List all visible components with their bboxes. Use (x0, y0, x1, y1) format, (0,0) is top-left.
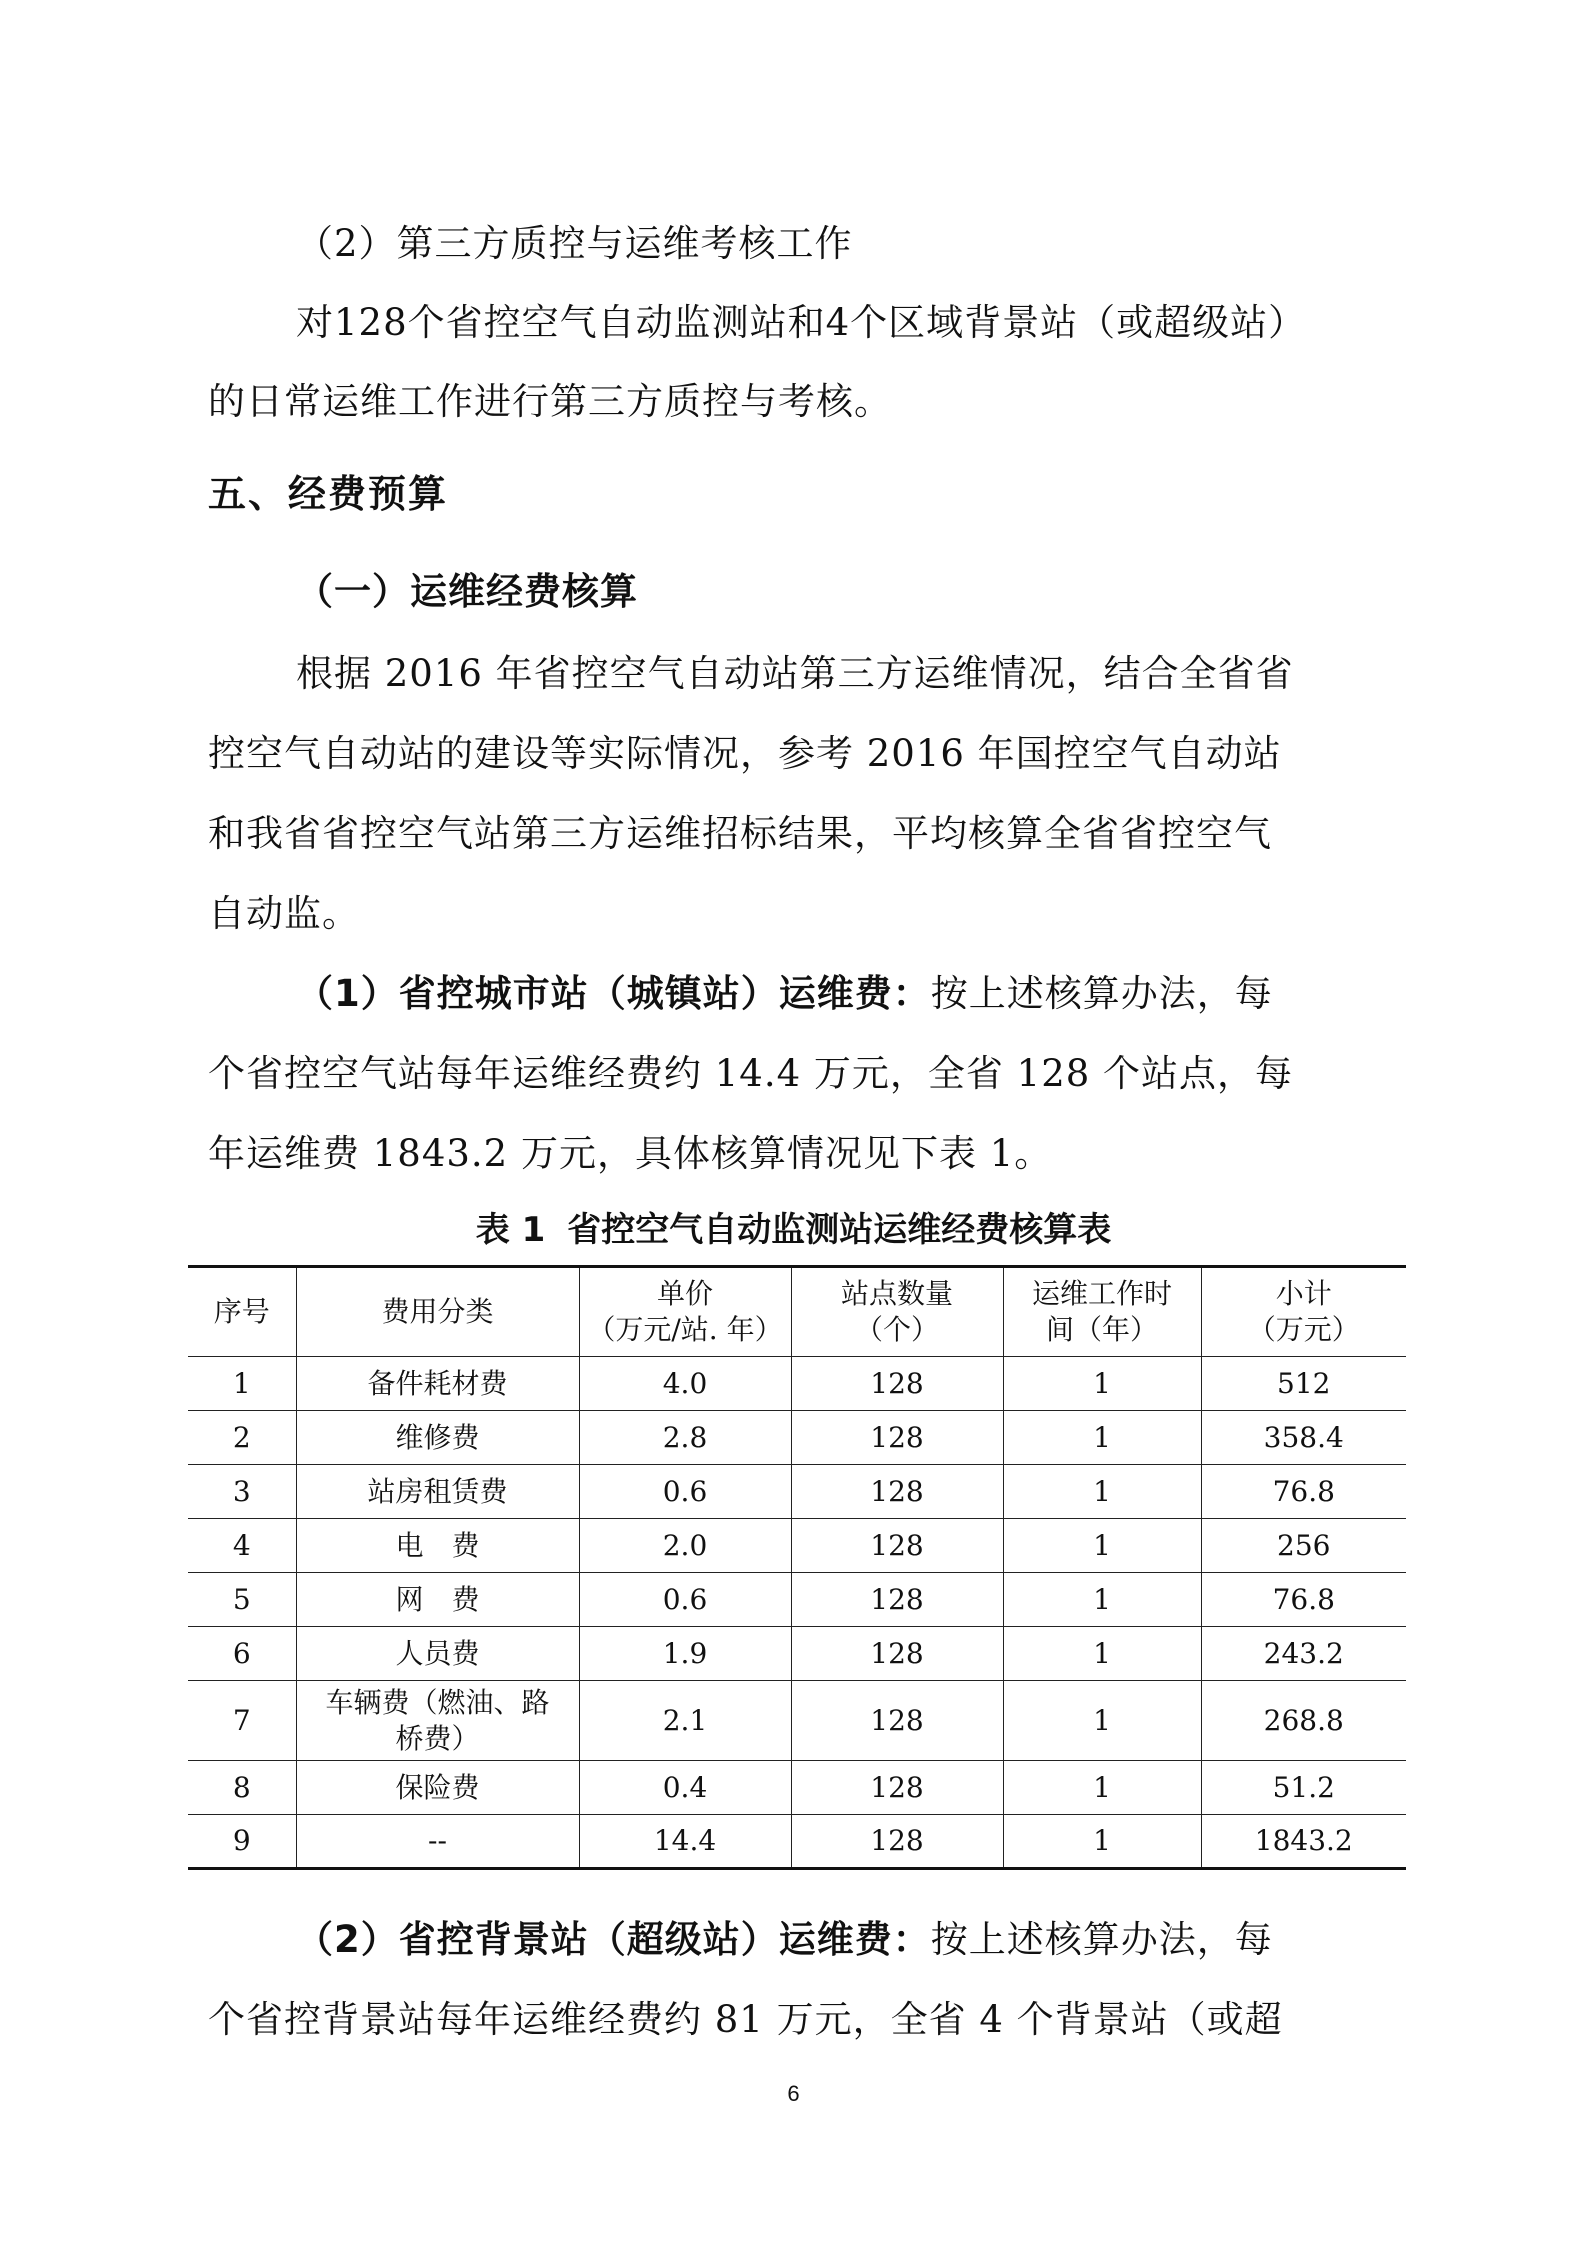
cell-years: 1 (1003, 1627, 1201, 1681)
cell-category: 备件耗材费 (296, 1357, 579, 1411)
section-heading-budget: 五、经费预算 (208, 472, 449, 516)
cell-no: 2 (188, 1411, 296, 1465)
paragraph-lead-bold: （2）省控背景站（超级站）运维费： (296, 1918, 931, 1961)
cell-years: 1 (1003, 1761, 1201, 1815)
paragraph-lead-rest: 按上述核算办法，每 (930, 1918, 1273, 1961)
cell-unit-price: 0.4 (579, 1761, 791, 1815)
cell-subtotal: 1843.2 (1201, 1815, 1406, 1869)
cell-years: 1 (1003, 1519, 1201, 1573)
cell-category: 电 费 (296, 1519, 579, 1573)
cell-no: 8 (188, 1761, 296, 1815)
cell-category: 保险费 (296, 1761, 579, 1815)
table-header-row (188, 1267, 1406, 1357)
budget-table (188, 1265, 1406, 1870)
cell-years: 1 (1003, 1465, 1201, 1519)
cell-no: 7 (188, 1681, 296, 1761)
cell-subtotal: 76.8 (1201, 1465, 1406, 1519)
header-category: 费用分类 (296, 1267, 579, 1357)
paragraph-line: 自动监。 (208, 892, 360, 935)
cell-years: 1 (1003, 1411, 1201, 1465)
cell-subtotal: 76.8 (1201, 1573, 1406, 1627)
cell-station-count: 128 (791, 1573, 1003, 1627)
cell-station-count: 128 (791, 1411, 1003, 1465)
cell-unit-price: 2.0 (579, 1519, 791, 1573)
subsection-heading-costing: （一）运维经费核算 (296, 570, 638, 613)
paragraph-line: 的日常运维工作进行第三方质控与考核。 (208, 380, 892, 423)
paragraph-line: 年运维费 1843.2 万元，具体核算情况见下表 1。 (208, 1132, 1053, 1175)
cell-station-count: 128 (791, 1357, 1003, 1411)
cell-unit-price: 0.6 (579, 1573, 791, 1627)
cell-unit-price: 0.6 (579, 1465, 791, 1519)
cell-subtotal: 268.8 (1201, 1681, 1406, 1761)
cell-years: 1 (1003, 1357, 1201, 1411)
cell-unit-price: 14.4 (579, 1815, 791, 1869)
cell-unit-price: 2.1 (579, 1681, 791, 1761)
table-caption (0, 1210, 1587, 1250)
cell-no: 4 (188, 1519, 296, 1573)
cell-station-count: 128 (791, 1465, 1003, 1519)
cell-category: 站房租赁费 (296, 1465, 579, 1519)
cell-station-count: 128 (791, 1627, 1003, 1681)
table-row (188, 1519, 1406, 1573)
cell-no: 9 (188, 1815, 296, 1869)
cell-unit-price: 4.0 (579, 1357, 791, 1411)
table-row (188, 1465, 1406, 1519)
page-number: 6 (787, 2081, 800, 2106)
cell-subtotal: 256 (1201, 1519, 1406, 1573)
header-station-count: 站点数量 （个） (791, 1267, 1003, 1357)
paragraph-lead-bold: （1）省控城市站（城镇站）运维费： (296, 972, 931, 1015)
table-row (188, 1357, 1406, 1411)
table-row (188, 1761, 1406, 1815)
cell-subtotal: 243.2 (1201, 1627, 1406, 1681)
table-caption-title: 省控空气自动监测站运维经费核算表 (567, 1210, 1112, 1250)
cell-category: 维修费 (296, 1411, 579, 1465)
cell-category: 人员费 (296, 1627, 579, 1681)
paragraph-city-station (296, 972, 1273, 1016)
paragraph-line: 控空气自动站的建设等实际情况，参考 2016 年国控空气自动站 (208, 732, 1282, 775)
cell-station-count: 128 (791, 1681, 1003, 1761)
cell-years: 1 (1003, 1573, 1201, 1627)
paragraph-line: 根据 2016 年省控空气自动站第三方运维情况，结合全省省 (296, 652, 1294, 695)
table-row-total (188, 1815, 1406, 1869)
table-row (188, 1627, 1406, 1681)
cell-category: -- (296, 1815, 579, 1869)
cell-no: 1 (188, 1357, 296, 1411)
header-years: 运维工作时 间（年） (1003, 1267, 1201, 1357)
cell-no: 6 (188, 1627, 296, 1681)
cell-subtotal: 51.2 (1201, 1761, 1406, 1815)
subsection-heading-qc: （2）第三方质控与运维考核工作 (296, 222, 853, 265)
cell-station-count: 128 (791, 1761, 1003, 1815)
cell-station-count: 128 (791, 1815, 1003, 1869)
header-subtotal: 小计 （万元） (1201, 1267, 1406, 1357)
cell-no: 5 (188, 1573, 296, 1627)
table-row (188, 1681, 1406, 1761)
header-no: 序号 (188, 1267, 296, 1357)
table-row (188, 1411, 1406, 1465)
cell-subtotal: 512 (1201, 1357, 1406, 1411)
cell-years: 1 (1003, 1815, 1201, 1869)
cell-unit-price: 2.8 (579, 1411, 791, 1465)
header-unit-price: 单价 （万元/站. 年） (579, 1267, 791, 1357)
table-caption-number: 表 1 (475, 1210, 546, 1250)
paragraph-line: 个省控背景站每年运维经费约 81 万元，全省 4 个背景站（或超 (208, 1998, 1283, 2041)
cell-category: 车辆费（燃油、路 桥费） (296, 1681, 579, 1761)
table-row (188, 1573, 1406, 1627)
cell-category: 网 费 (296, 1573, 579, 1627)
paragraph-line: 对128个省控空气自动监测站和4个区域背景站（或超级站） (296, 301, 1307, 344)
cell-no: 3 (188, 1465, 296, 1519)
cell-unit-price: 1.9 (579, 1627, 791, 1681)
cell-station-count: 128 (791, 1519, 1003, 1573)
cell-years: 1 (1003, 1681, 1201, 1761)
paragraph-line: 和我省省控空气站第三方运维招标结果，平均核算全省省控空气 (208, 812, 1272, 855)
paragraph-background-station (296, 1918, 1273, 1962)
paragraph-line: 个省控空气站每年运维经费约 14.4 万元，全省 128 个站点，每 (208, 1052, 1294, 1095)
paragraph-lead-rest: 按上述核算办法，每 (930, 972, 1273, 1015)
cell-subtotal: 358.4 (1201, 1411, 1406, 1465)
